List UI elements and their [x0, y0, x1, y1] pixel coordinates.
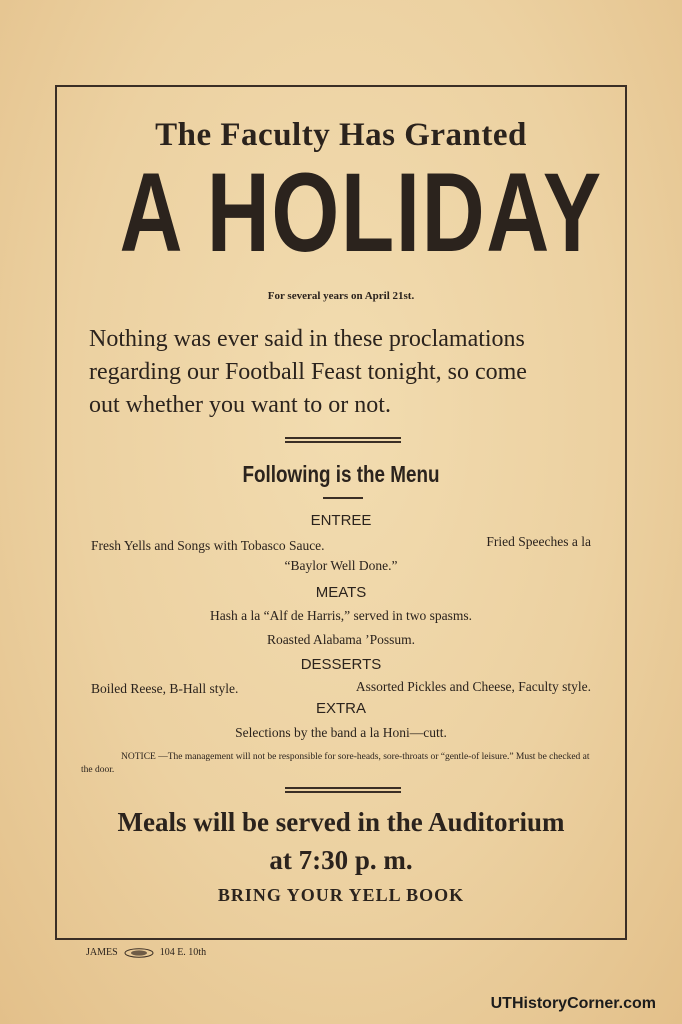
- entree-label: ENTREE: [310, 512, 372, 529]
- entree-item-baylor: “Baylor Well Done.”: [284, 558, 398, 573]
- intro-line: Nothing was ever said in these proclamations: [89, 326, 525, 352]
- entree-item-yells: Fresh Yells and Songs with Tobasco Sauce.: [91, 538, 325, 553]
- poster-heading: The Faculty Has Granted: [155, 117, 527, 153]
- menu-title-underline: [323, 497, 363, 499]
- meats-item-possum: Roasted Alabama ’Possum.: [266, 632, 416, 647]
- watermark-part: UTHistory: [490, 995, 568, 1012]
- entree-item-speeches: Fried Speeches a la: [486, 534, 591, 549]
- divider-rule: [285, 787, 401, 793]
- extra-label: EXTRA: [315, 700, 366, 717]
- watermark-part: Corner: [567, 995, 619, 1012]
- poster-border: [55, 85, 627, 940]
- poster-headline: A HOLIDAY: [119, 150, 603, 275]
- meals-line: Meals will be served in the Auditorium: [117, 807, 565, 837]
- printer-name: JAMES: [86, 947, 118, 958]
- watermark-part: .com: [618, 995, 656, 1012]
- site-watermark: [491, 995, 656, 1013]
- desserts-item-pickles: Assorted Pickles and Cheese, Faculty style.: [355, 679, 591, 694]
- intro-line: regarding our Football Feast tonight, so come: [89, 359, 527, 385]
- meats-item-hash: Hash a la “Alf de Harris,” served in two spasms.: [209, 608, 473, 623]
- intro-paragraph: [89, 323, 593, 422]
- extra-item-band: Selections by the band a la Honi—cutt.: [235, 725, 447, 740]
- notice-text: NOTICE —The management will not be responsible for sore-heads, sore-throats or “gentle-of leisure.” Must be checked at the door.: [81, 752, 590, 775]
- intro-line: out whether you want to or not.: [89, 392, 391, 418]
- menu-title: Following is the Menu: [242, 461, 440, 487]
- desserts-item-reese: Boiled Reese, B-Hall style.: [91, 681, 239, 696]
- printer-emblem-icon: [124, 948, 154, 958]
- time-line: at 7:30 p. m.: [269, 845, 413, 875]
- desserts-label: DESSERTS: [300, 656, 382, 673]
- poster-subheading: For several years on April 21st.: [267, 290, 415, 302]
- divider-rule: [285, 437, 401, 443]
- bring-line: BRING YOUR YELL BOOK: [217, 885, 465, 905]
- printer-address: 104 E. 10th: [159, 947, 207, 958]
- printer-footer: [86, 947, 206, 958]
- meats-label: MEATS: [315, 584, 367, 601]
